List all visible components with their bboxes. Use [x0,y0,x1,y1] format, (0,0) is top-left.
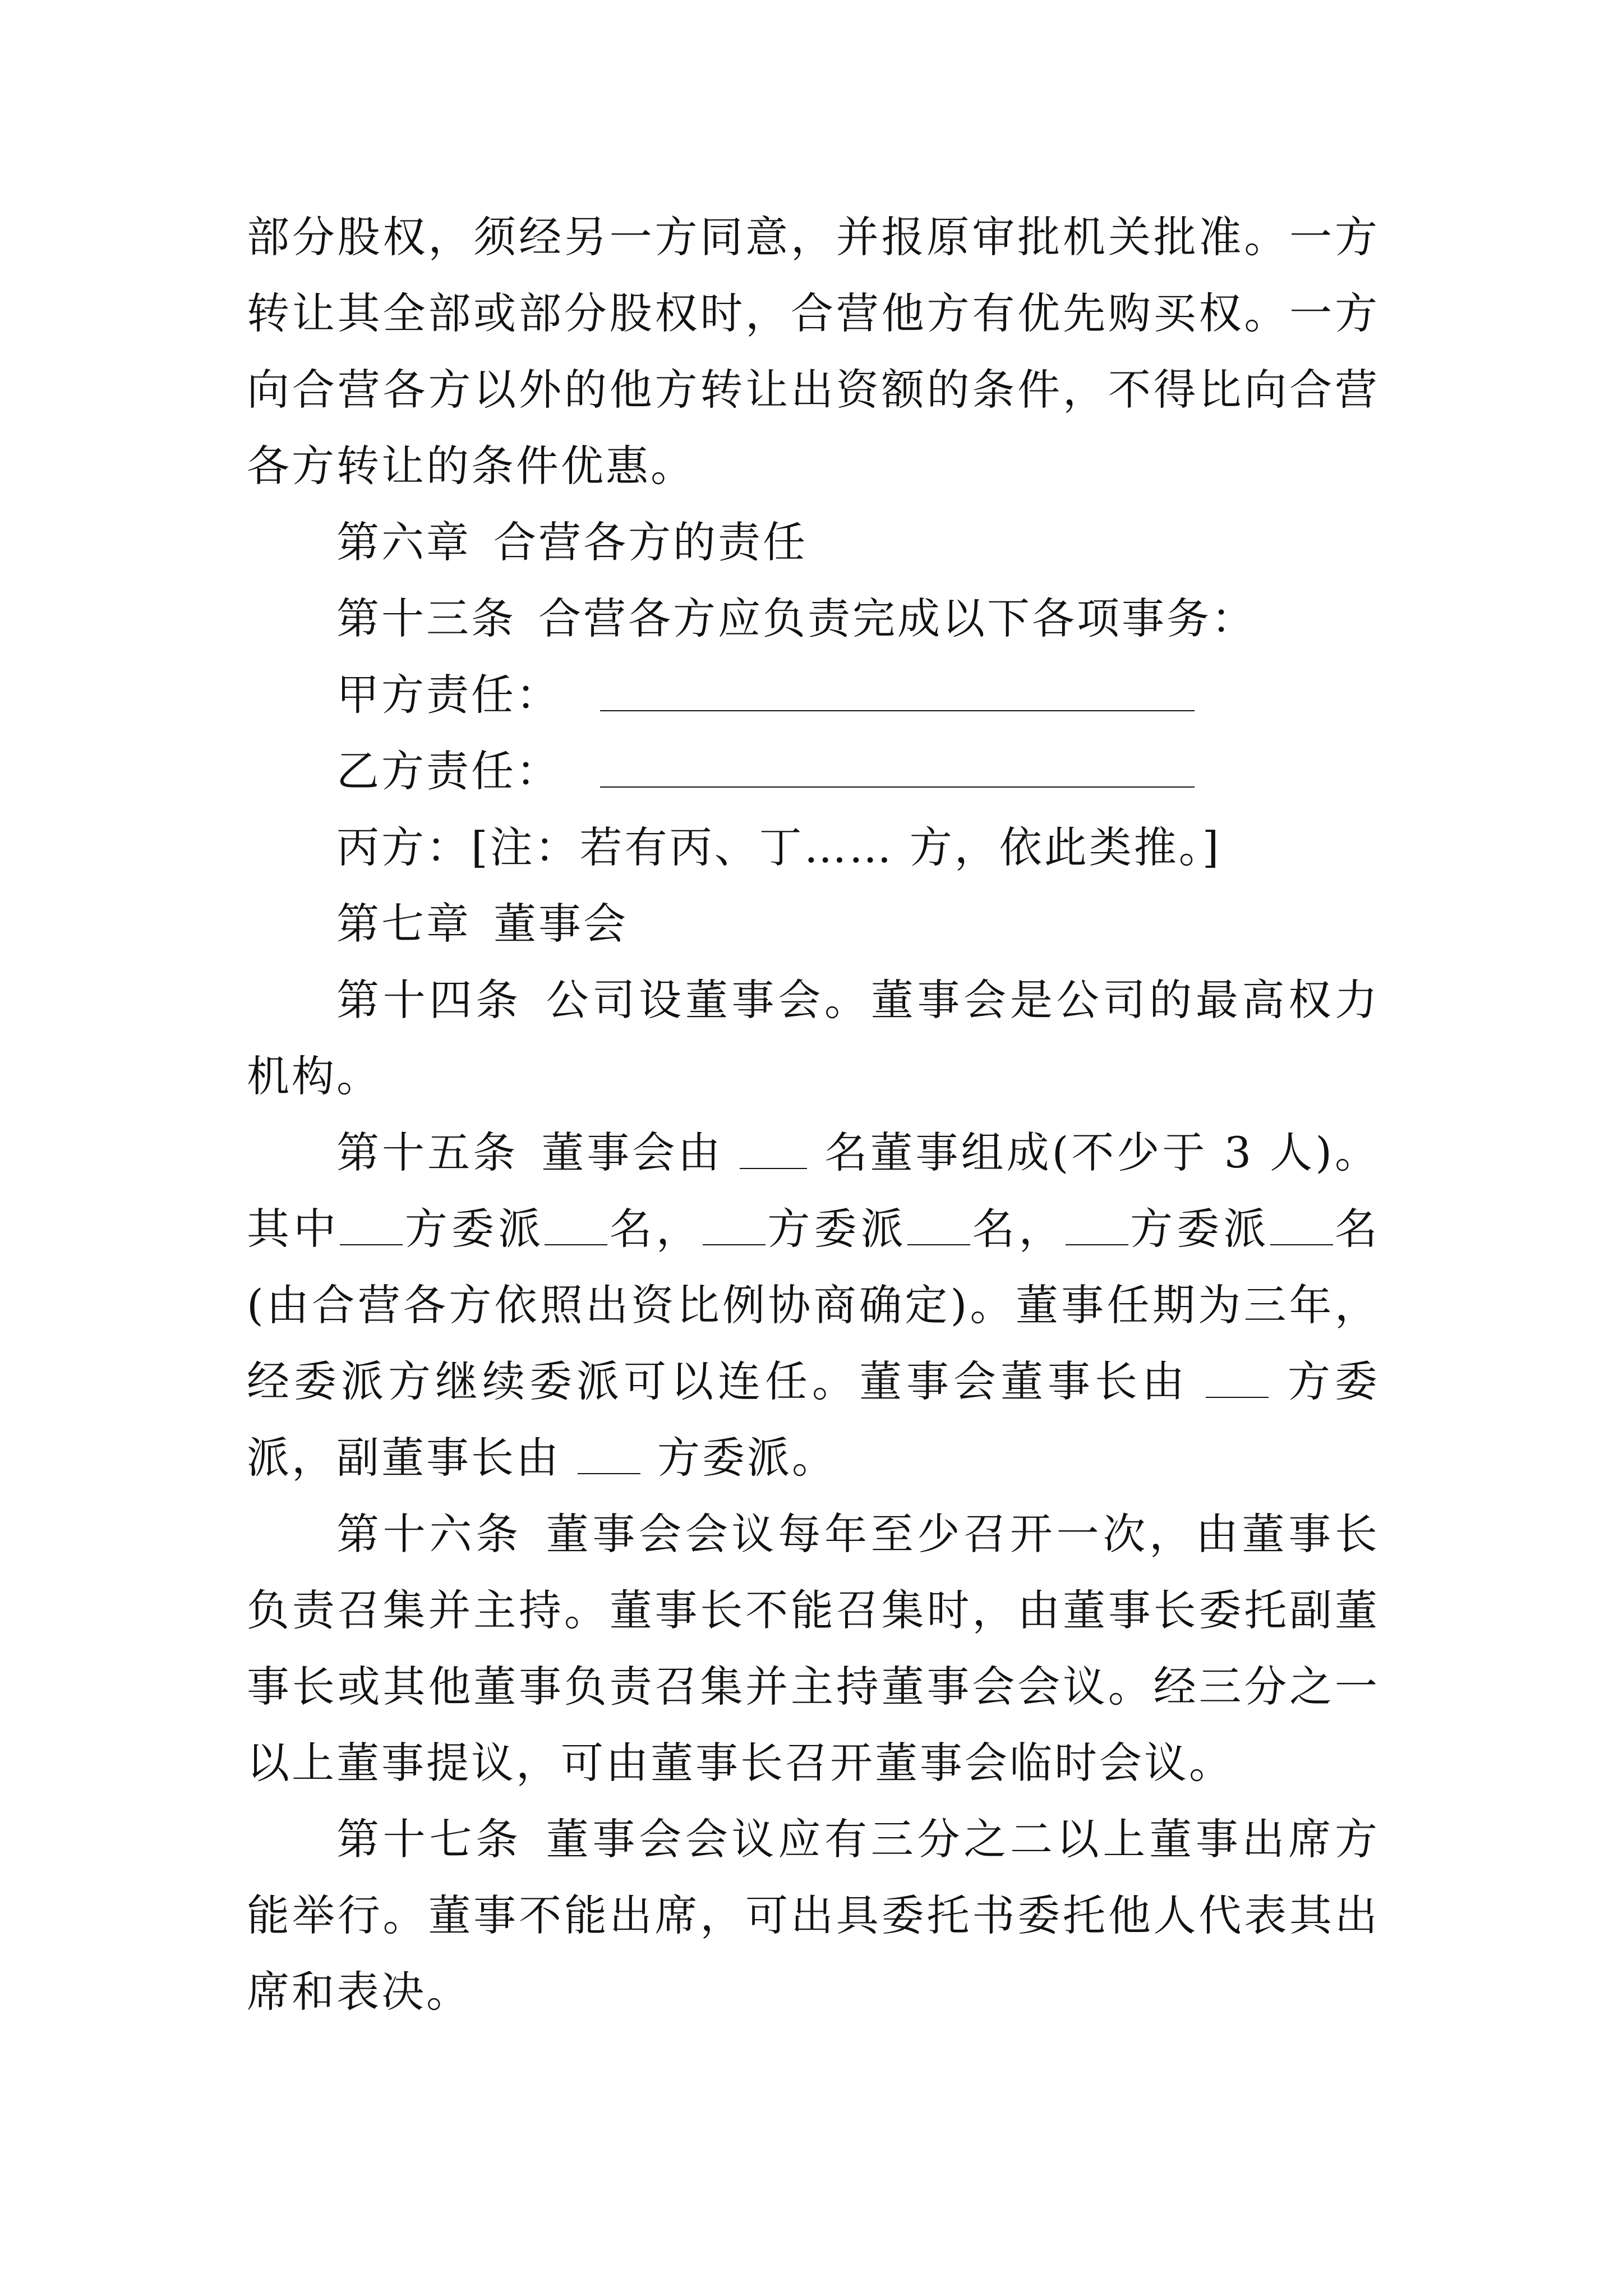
party-c-text: 丙方：[注：若有丙、丁…… 方，依此类推。] [336,822,1221,872]
chapter-title: 合营各方的责任 [494,517,808,567]
party-c-note [247,809,1380,886]
article-text: 名， [607,1204,703,1254]
article-number: 第十四条 [336,975,522,1025]
party-a-responsibility [247,657,1380,733]
article-text: 方委派。 [657,1433,837,1483]
party-a-label: 甲方责任： [336,670,561,720]
article-text: 名(由合营各方依照出资比例协商确定)。董事任期为三年，经委派方继续委派可以连任。董事会董事长由 [247,1204,1380,1406]
article-text: 董事会会议应有三分之二以上董事出席方能举行。董事不能出席，可出具委托书委托他人代表其出席和表决。 [247,1814,1380,2017]
article-text: 名董事组成(不少于 3 人)。其中 [247,1128,1380,1254]
article-13 [247,581,1380,657]
article-number: 第十六条 [336,1509,522,1559]
article-text: 董事会由 [541,1128,723,1177]
blank-party-1 [340,1244,403,1245]
party-b-label: 乙方责任： [336,746,561,796]
document-page [247,199,1380,2030]
blank-vice-chairman-party [578,1473,640,1474]
paragraph-share-transfer [247,199,1380,504]
chapter-title: 董事会 [494,899,628,949]
article-15 [247,1115,1380,1496]
blank-party-2 [703,1244,766,1245]
article-text: 合营各方应负责完成以下各项事务： [538,593,1256,643]
party-a-blank-line [600,710,1195,711]
article-16 [247,1496,1380,1801]
article-text: 方委派 [766,1204,908,1254]
blank-count-3 [1270,1244,1333,1245]
chapter-number: 第七章 [336,899,471,949]
chapter-number: 第六章 [336,517,471,567]
article-text: 公司设董事会。董事会是公司的最高权力机构。 [247,975,1380,1101]
blank-director-count [740,1168,807,1169]
article-text: 方委派 [1128,1204,1270,1254]
article-number: 第十七条 [336,1814,522,1864]
article-number: 第十三条 [336,593,516,643]
article-number: 第十五条 [336,1128,519,1177]
party-b-responsibility [247,733,1380,809]
article-text: 方委派 [403,1204,545,1254]
blank-count-1 [545,1244,607,1245]
blank-chairman-party [1206,1397,1269,1398]
paragraph-text: 部分股权，须经另一方同意，并报原审批机关批准。一方转让其全部或部分股权时，合营他方有优先购买权。一方向合营各方以外的他方转让出资额的条件，不得比向合营各方转让的条件优惠。 [247,212,1380,491]
article-14 [247,962,1380,1115]
party-b-blank-line [600,786,1195,788]
chapter-7-heading [247,886,1380,962]
article-17 [247,1801,1380,2030]
blank-count-2 [907,1244,970,1245]
article-text: 名， [970,1204,1066,1254]
chapter-6-heading [247,504,1380,581]
article-text: 董事会会议每年至少召开一次，由董事长负责召集并主持。董事长不能召集时，由董事长委托副董事长或其他董事负责召集并主持董事会会议。经三分之一以上董事提议，可由董事长召开董事会临时会议。 [247,1509,1380,1788]
article-text: 方委派，副董事长由 [247,1356,1380,1483]
blank-party-3 [1066,1244,1128,1245]
